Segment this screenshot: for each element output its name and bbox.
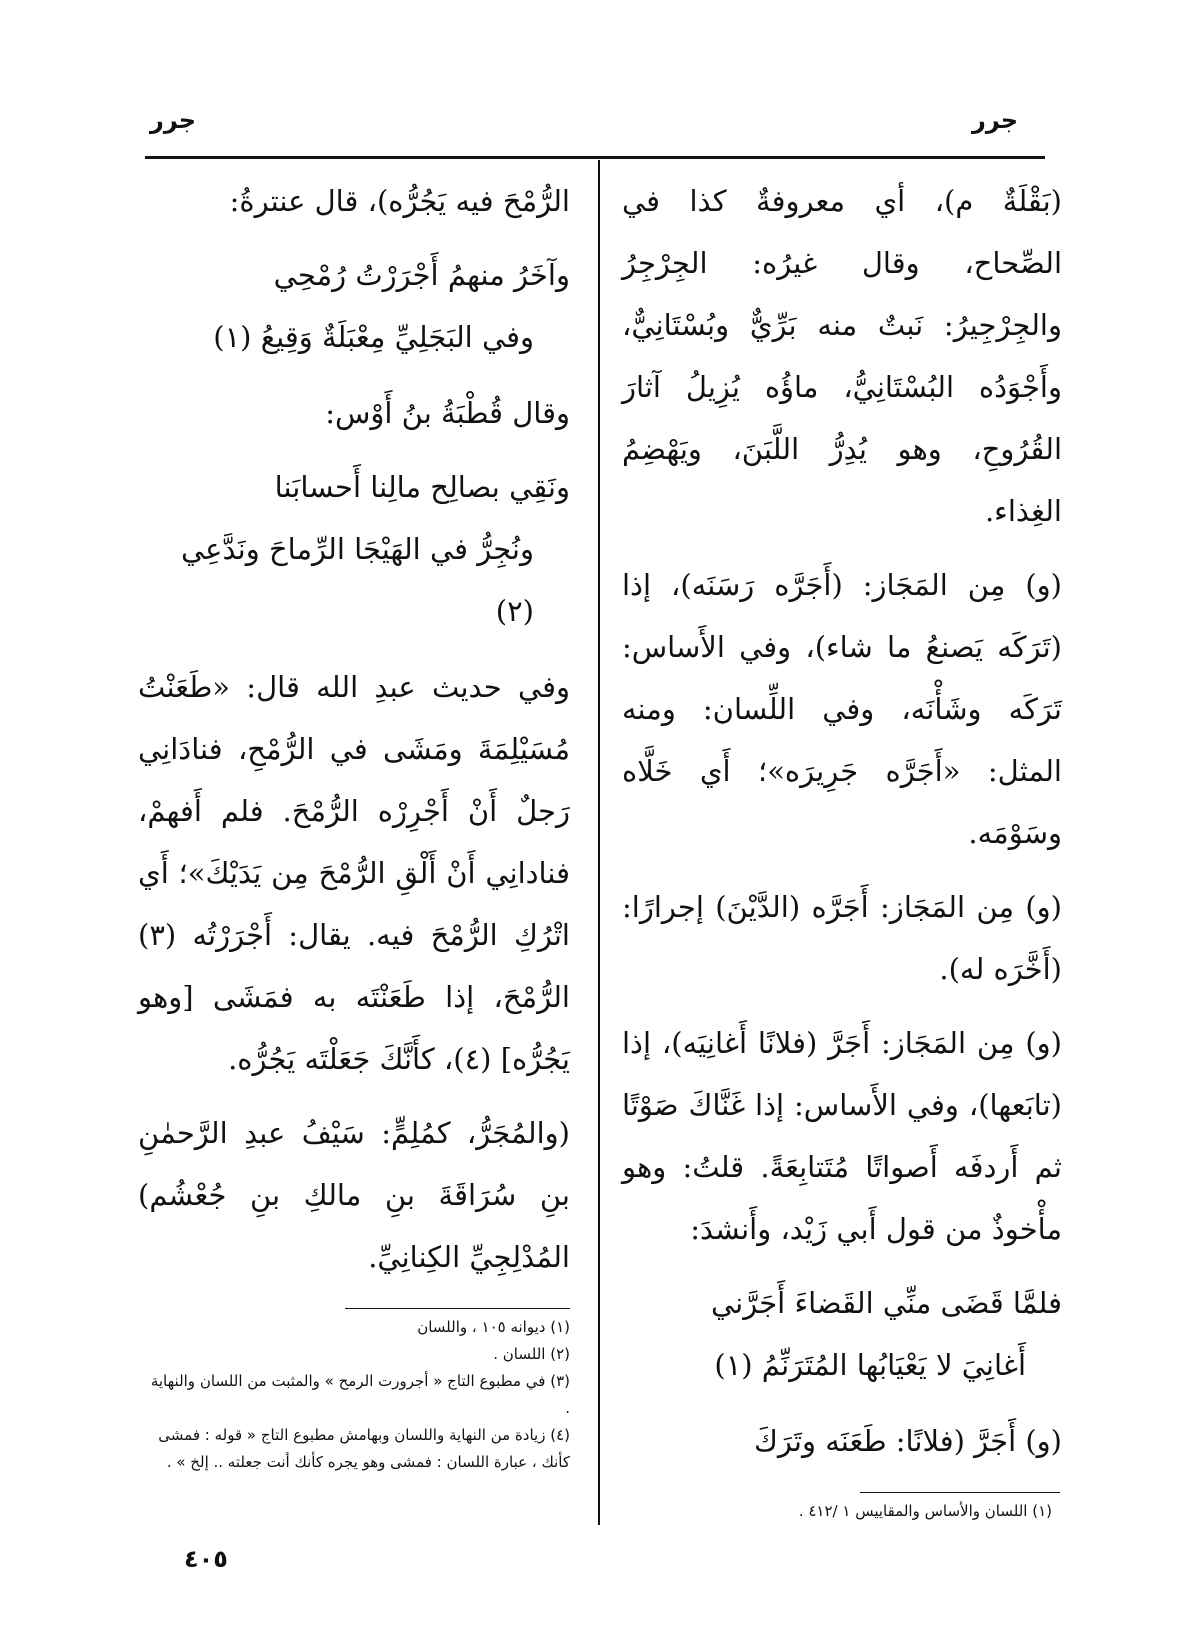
page-number: ٤٠٥ [184,1545,228,1573]
footnote-item: (١) اللسان والأساس والمقاييس ١ /٤١٢ . [798,1502,1052,1520]
verse-hemistich: أَغانِيَ لا يَعْيَابُها المُتَرَنِّمُ (١) [714,1348,1026,1382]
verse-hemistich: وآخَرُ منهمُ أَجْرَرْتُ رُمْحِي [273,258,570,292]
footnotes-right [752,1498,1052,1525]
right-column [622,170,1062,1484]
running-head-left: جرر [150,106,197,134]
column-divider [598,160,600,1525]
verse-hemistich: فلمَّا قَضَى منِّي القَضاءَ أَجَرَّني [711,1286,1062,1320]
entry-paragraph-dayn: (و) مِن المَجَاز: أَجَرَّه (الدَّيْنَ) إجرارًا: (أَخَّرَه له). [622,890,1062,986]
footnote-rule-right [860,1492,1060,1493]
entry-paragraph-aghani: (و) مِن المَجَاز: أَجَرَّ (فلانًا أَغانِيَه)، إذا (تابَعها)، وفي الأَساس: إذا غَنَّاكَ صَوْتًا ثم أَردفَه أَصواتًا مُتَتابِعَةً. قلتُ: وهو مأْخوذٌ من قول أَبي زَيْد، وأَنشدَ: [622,1026,1062,1246]
entry-paragraph-mujarr: (والمُجَرُّ، كمُلِمٍّ: سَيْفُ عبدِ الرَّحمٰنِ بنِ سُرَاقَةَ بنِ مالكِ بنِ جُعْشُم) المُدْلِجِيِّ الكِنانِيِّ. [138,1116,570,1274]
entry-paragraph-rasan: (و) مِن المَجَاز: (أَجَرَّه رَسَنَه)، إذا (تَرَكَه يَصنعُ ما شاء)، وفي الأَساس: تَرَكَه وشَأْنَه، وفي اللِّسان: ومنه المثل: «أَجَرَّه جَرِيرَه»؛ أَي خَلَّاه وسَوْمَه. [622,568,1062,850]
entry-paragraph-baqla: (بَقْلَةٌ م)، أي معروفةٌ كذا في الصِّحاح، وقال غيرُه: الجِرْجِرُ والجِرْجِيرُ: نَبتٌ منه بَرِّيٌّ وبُسْتَانِيٌّ، وأَجْوَدُه البُسْتَانِيُّ، ماؤُه يُزِيلُ آثارَ القُرُوحِ، وهو يُدِرُّ اللَّبَنَ، ويَهْضِمُ الغِذاء. [622,184,1062,528]
verse-hemistich: ونَقِي بصالِح مالِنا أَحسابَنا [274,470,570,504]
footnote-item: (٢) اللسان . [493,1345,570,1363]
footnote-item: (٤) زيادة من النهاية واللسان وبهامش مطبوع التاج « قوله : فمشى كأنك ، عبارة اللسان : فمشى وهو يجره كأنك أنت جعلته .. إلخ » . [158,1426,570,1471]
verse-abu-zayd [622,1272,1062,1396]
footnote-rule-left [345,1308,570,1309]
running-head-right: جرر [972,106,1019,134]
header-rule [145,156,1045,159]
entry-paragraph-qutba: وقال قُطْبَةُ بنُ أَوْس: [325,396,570,430]
verse-antara [138,244,570,368]
left-column [138,170,570,1300]
verse-hemistich: ونُجِرُّ في الهَيْجَا الرِّماحَ ونَدَّعِي (٢) [180,532,534,628]
footnote-item: (١) ديوانه ١٠٥ ، واللسان [417,1318,570,1336]
footnote-item: (٣) في مطبوع التاج « أجرورت الرمح » والمثبت من اللسان والنهاية . [150,1372,570,1417]
entry-paragraph-hadith: وفي حديث عبدِ الله قال: «طَعَنْتُ مُسَيْلِمَةَ ومَشَى في الرُّمْحِ، فنادَانِي رَجلٌ أَنْ أَجْرِرْه الرُّمْحَ. فلم أَفهمْ، فنادانِي أَنْ أَلْقِ الرُّمْحَ مِن يَدَيْكَ»؛ أَي اتْرُكِ الرُّمْحَ فيه. يقال: أَجْرَرْتُه (٣) الرُّمْحَ، إذا طَعَنْتَه به فمَشَى [وهو يَجُرُّه] (٤)، كأَنَّكَ جَعَلْتَه يَجُرُّه. [138,670,570,1076]
footnotes-left [150,1314,570,1476]
entry-paragraph-antara: الرُّمْحَ فيه يَجُرُّه)، قال عنترةُ: [229,184,570,218]
verse-qutba [138,456,570,642]
entry-paragraph-closing: (و) أَجَرَّ (فلانًا: طَعَنَه وتَرَكَ [754,1424,1062,1458]
verse-hemistich: وفي البَجَلِيِّ مِعْبَلَةٌ وَقِيعُ (١) [213,320,534,354]
